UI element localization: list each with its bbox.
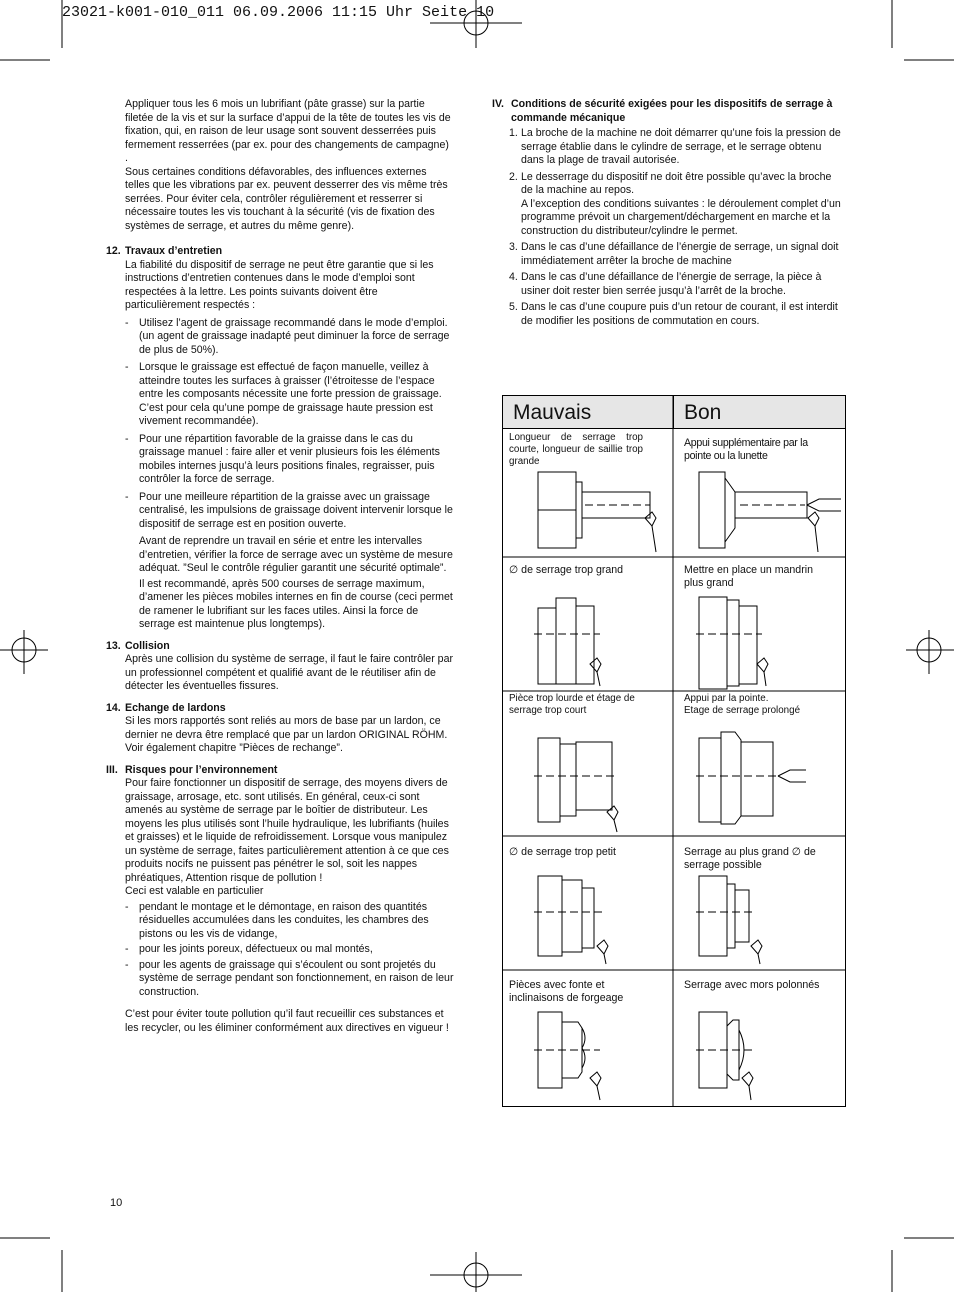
section-4-number: IV. <box>492 98 504 110</box>
section-14-title: Echange de lardons <box>125 701 226 714</box>
list-item: 1. La broche de la machine ne doit démarrer qu’une fois la pression de serrage établie dans le cylindre de serrage, et le serrage obtenu dans la plage de travail autorisée. <box>509 127 841 166</box>
list-item: - Utilisez l’agent de graissage recommandé dans le mode d’emploi. (un agent de graissage inadapté peut diminuer la force de serrage de plus de 50%). <box>125 316 450 356</box>
good-label-2: Mettre en place un mandrin plus grand <box>684 564 813 589</box>
drawing-good-2 <box>696 597 768 689</box>
section-14-number: 14. <box>106 701 121 714</box>
drawing-bad-2 <box>534 598 601 686</box>
good-label-3: Appui par la pointe. Etage de serrage prolongé <box>684 693 801 716</box>
drawing-good-5 <box>696 1012 753 1100</box>
bad-label-5: Pièces avec fonte et inclinaisons de forgeage <box>509 979 624 1004</box>
bad-label-4: ∅ de serrage trop petit <box>509 846 616 858</box>
drawing-bad-3 <box>534 738 618 832</box>
section-4-title: Conditions de sécurité exigées pour les dispositifs de serrage à commande mécanique <box>511 98 833 124</box>
list-item: - pour les agents de graissage qui s’écoulent ou sont projetés du système de serrage pendant son fonctionnement, en raison de leur construction. <box>125 958 454 998</box>
section-12-title: Travaux d’entretien <box>125 245 223 257</box>
section-12-after-2: Il est recommandé, après 500 courses de serrage maximum, d’amener les pièces mobiles internes en fin de course (ceci permet de ramener le lubrifiant sur les faces utiles. Ainsi la force de serrage est maintenue plus longtemps). <box>139 577 453 630</box>
list-item: - Pour une meilleure répartition de la graisse avec un graissage centralisé, les impulsions de graissage doivent intervenir lorsque le dispositif de serrage est en position ouverte. <box>125 490 453 530</box>
drawing-bad-4 <box>534 876 608 964</box>
section-12-after-1: Avant de reprendre un travail en série et entre les intervalles d’entretien, vérifier la force de serrage avec un système de mesure adéquat. ”Seul le contrôle régulier garantit une sécurité optimale”. <box>139 535 453 574</box>
list-item: - Lorsque le graissage est effectué de façon manuelle, veillez à atteindre toutes les surfaces à graisser (l’étroitesse de l’espace entre les composants nécessite une forte pression de graissage. C’est pour cela qu’une pompe de graissage haute pression est vivement recommandée). <box>125 361 442 427</box>
drawing-bad-1 <box>538 472 656 552</box>
section-12-number: 12. <box>106 245 121 257</box>
section-3-closing: C’est pour éviter toute pollution qu’il faut recueillir ces substances et les recycler, ou les éliminer conformément aux directives en vigueur ! <box>125 1008 449 1034</box>
section-3-text: Pour faire fonctionner un dispositif de serrage, des moyens divers de graissage, arrosage, etc. sont utilisés. En général, ceux-ci sont amenés au système de serrage par le boîtier de distributeur. Les moyens les plus utilisés sont l’huile hydraulique, les lubrifiants (huiles et graisses) et le liquide de refroidissement. Lorsque vous manipulez un système de serrage, faites particulièrement attention à ce que ces produits nocifs ne puissent pas pénétrer le sol, soit les nappes phréatiques, Attention risque de pollution ! <box>125 777 449 884</box>
bad-label-1: Longueur de serrage trop courte, longueur de saillie trop grande <box>509 432 643 467</box>
section-13-text: Après une collision du système de serrage, il faut le faire contrôler par un professionnel compétent et qualifié avant de le réutiliser afin de détecter les éventuelles fissures. <box>125 653 453 692</box>
list-item: 3. Dans le cas d’une défaillance de l’énergie de serrage, un signal doit immédiatement arrêter la broche de machine <box>509 241 839 267</box>
section-3-title: Risques pour l’environnement <box>125 763 278 776</box>
section-14-text: Si les mors rapportés sont reliés au mors de base par un lardon, ce dernier ne devra être remplacé que par un lardon ORIGINAL RÖHM. Voir également chapitre ”Pièces de rechange”. <box>125 715 448 754</box>
list-item: - Pour une répartition favorable de la graisse dans le cas du graissage manuel : faire aller et venir plusieurs fois les éléments mobiles internes jusqu’à leurs positions finales, regraisser, puis contrôler la force de serrage. <box>125 432 440 485</box>
list-item: 5. Dans le cas d’une coupure puis d’un retour de courant, il est interdit de modifier les positions de commutation en cours. <box>509 301 838 327</box>
good-label-5: Serrage avec mors polonnés <box>684 979 820 991</box>
drawing-bad-5 <box>534 1012 601 1100</box>
section-3-text-2: Ceci est valable en particulier <box>125 885 264 897</box>
header-bad: Mauvais <box>503 396 674 429</box>
good-label-1: Appui supplémentaire par la pointe ou la lunette <box>684 437 808 462</box>
bad-label-3: Pièce trop lourde et étage de serrage trop court <box>509 693 635 716</box>
drawing-good-4 <box>696 876 762 964</box>
list-item: 4. Dans le cas d’une défaillance de l’énergie de serrage, la pièce à usiner doit rester bien serrée jusqu’à l’arrêt de la broche. <box>509 271 822 297</box>
header-good: Bon <box>674 396 845 429</box>
list-item: 2. Le desserrage du dispositif ne doit être possible qu’avec la broche de la machine au repos. A l’exception des conditions suivantes : le déroulement complet d’un programme prévoit un chargement/déchargement en marche et la construction du distributeur/cylindre le permet. <box>509 170 841 237</box>
bad-label-2: ∅ de serrage trop grand <box>509 564 624 576</box>
page-header: 23021-k001-010_011 06.09.2006 11:15 Uhr Seite 10 <box>62 4 495 21</box>
list-item: - pour les joints poreux, défectueux ou mal montés, <box>125 943 373 955</box>
intro-paragraph-1: Appliquer tous les 6 mois un lubrifiant (pâte grasse) sur la partie filetée de la vis et sur la surface d’appui de la tête de toutes les vis de fixation, qui, en raison de leur usage sont souvent desserrées puis fermement resserrées (par ex. pour des changements de campagne) . <box>125 98 451 164</box>
good-label-4: Serrage au plus grand ∅ de serrage possible <box>684 846 816 871</box>
drawing-good-3 <box>696 732 806 824</box>
page-number: 10 <box>110 1197 123 1209</box>
section-13-number: 13. <box>106 639 121 652</box>
section-13-title: Collision <box>125 639 170 652</box>
section-12-text: La fiabilité du dispositif de serrage ne peut être garantie que si les instructions d’entretien contenues dans le mode d’emploi sont respectées à la lettre. Les points suivants doivent être particulièrement respectés : <box>125 258 434 311</box>
drawing-good-1 <box>699 472 841 552</box>
intro-paragraph-2: Sous certaines conditions défavorables, des influences externes telles que les vibrations par ex. peuvent desserrer des vis même très serrées. Pour éviter cela, contrôler régulièrement et resserrer si nécessaire toutes les vis touchant à la sécurité (vis de fixation des systèmes de serrage, et autres du même genre). <box>125 165 448 232</box>
list-item: - pendant le montage et le démontage, en raison des quantités résiduelles accumulées dans les conduites, les chambres des pistons ou les vis de vidange, <box>125 900 429 940</box>
section-3-number: III. <box>106 763 118 776</box>
